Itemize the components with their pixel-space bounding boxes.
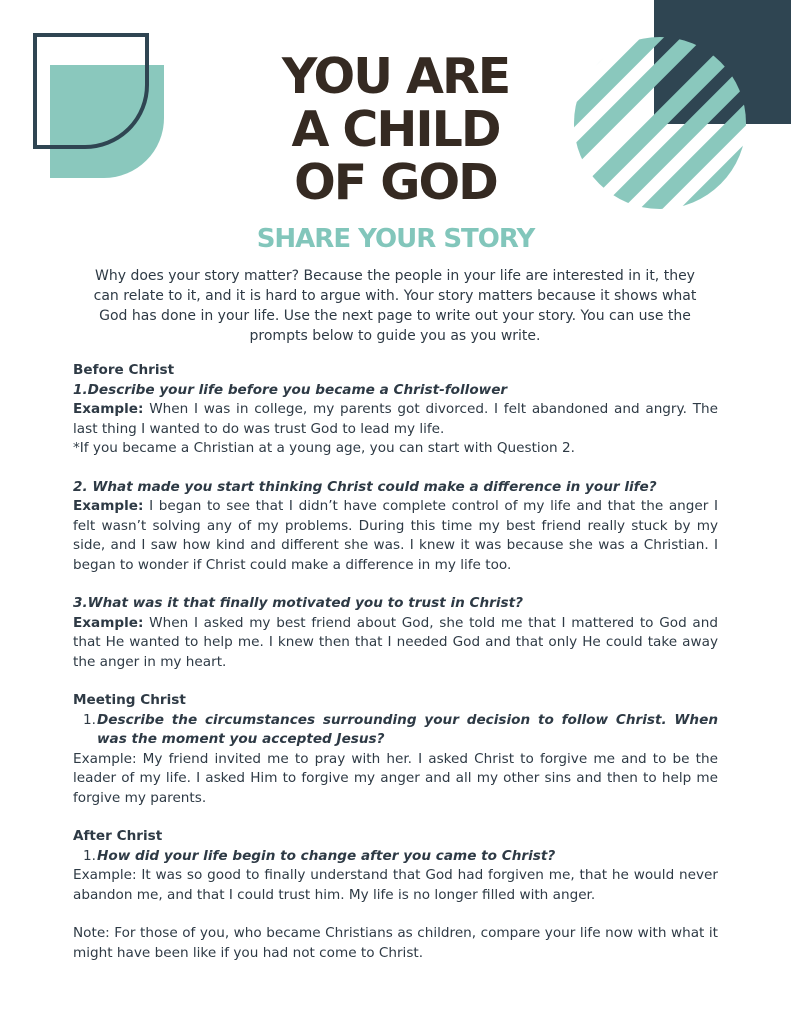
question-number: 3. [73, 595, 88, 611]
example-text: When I asked my best friend about God, she told me that I mattered to God and that He wanted to help me. I knew then that I needed God and that only He could take away the anger in my heart. [73, 614, 718, 670]
question-number: 2. [73, 478, 93, 495]
after-example: Example: It was so good to finally understand that God had forgiven me, that he would never abandon me, and that I could trust him. My life is no longer filled with anger. [73, 867, 718, 903]
story-prompts [73, 361, 718, 963]
closing-note: Note: For those of you, who became Christians as children, compare your life now with what it might have been like if you had not come to Christ. [73, 925, 718, 961]
intro-paragraph: Why does your story matter? Because the people in your life are interested in it, they can relate to it, and it is hard to argue with. Your story matters because it shows what God has done in your life. Use the next page to write out your story. You can use the prompts below to guide you as you write. [93, 268, 697, 344]
example-1 [73, 400, 718, 439]
example-text: I began to see that I didn’t have complete control of my life and that the anger I felt wasn’t solving any of my problems. During this time my best friend really stuck by my side, and I saw how kind and different she was. I knew it was because she was a Christian. I began to wonder if Christ could make a difference in my life too. [73, 498, 718, 573]
after-question [73, 847, 718, 867]
section-heading-before: Before Christ [73, 362, 175, 378]
question-text: How did your life begin to change after you came to Christ? [97, 847, 556, 864]
title-line-2: A CHILD [291, 101, 500, 158]
question-2 [73, 478, 718, 498]
meeting-example: Example: My friend invited me to pray with her. I asked Christ to forgive me and to be the leader of my life. I asked Him to forgive my anger and all my other sins and then to help me forgive my parents. [73, 750, 718, 806]
example-2 [73, 497, 718, 575]
meeting-question [73, 711, 718, 750]
title-line-1: YOU ARE [281, 48, 510, 105]
example-3 [73, 614, 718, 673]
example-text: When I was in college, my parents got divorced. I felt abandoned and angry. The last thing I wanted to do was trust God to lead my life. [73, 401, 718, 437]
example-label: Example: [73, 401, 144, 417]
question-1 [73, 381, 718, 401]
section-heading-meeting: Meeting Christ [73, 692, 186, 708]
section-heading-after: After Christ [73, 828, 163, 844]
example-label: Example: [73, 498, 144, 514]
example-label: Example: [73, 614, 144, 631]
question-text: Describe the circumstances surrounding your decision to follow Christ. When was the moment you accepted Jesus? [97, 711, 718, 747]
note-young-age: *If you became a Christian at a young age, you can start with Question 2. [73, 440, 575, 456]
subtitle: SHARE YOUR STORY [256, 224, 535, 254]
question-text: What was it that finally motivated you to trust in Christ? [87, 595, 524, 611]
question-number: 1. [83, 711, 96, 728]
question-text: What made you start thinking Christ could make a difference in your life? [92, 478, 657, 495]
page-title [0, 50, 791, 209]
question-number: 1. [73, 381, 88, 398]
question-number: 1. [83, 847, 96, 864]
title-line-3: OF GOD [294, 154, 497, 211]
question-3 [73, 594, 718, 614]
question-text: Describe your life before you became a Christ-follower [87, 381, 508, 398]
